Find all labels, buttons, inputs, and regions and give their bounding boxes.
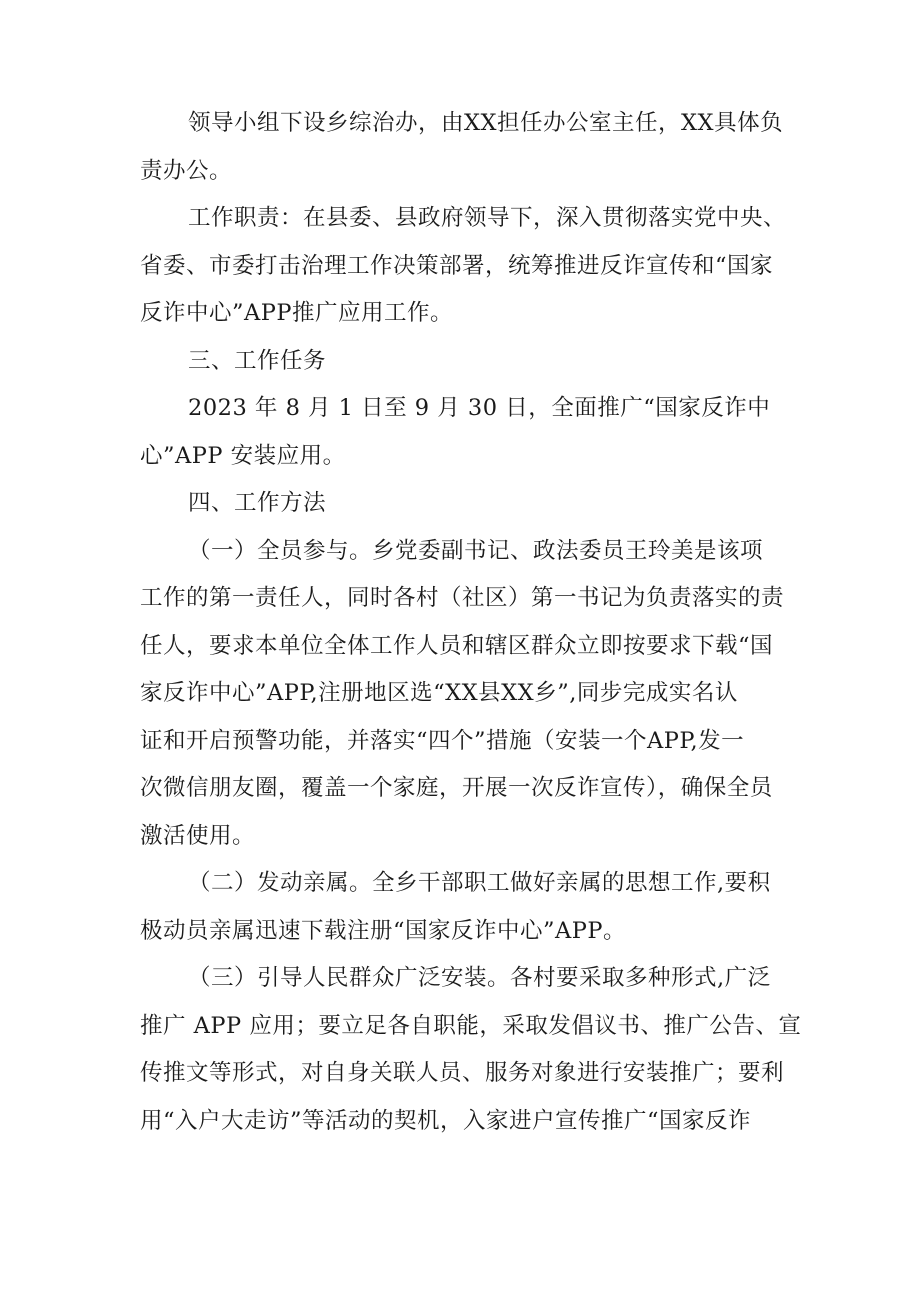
text-line: 工作职责：在县委、县政府领导下，深入贯彻落实党中央、 <box>188 205 787 231</box>
text-line: （二）发动亲属。全乡干部职工做好亲属的思想工作,要积 <box>188 870 771 896</box>
text-line: 反诈中心”APP推广应用工作。 <box>140 300 454 326</box>
section-heading-methods <box>140 480 790 528</box>
section-heading-tasks <box>140 338 790 386</box>
paragraph-leading-group <box>140 100 790 195</box>
section-heading: 四、工作方法 <box>188 490 327 516</box>
paragraph-method-1 <box>140 528 790 861</box>
text-line: 用“入户大走访”等活动的契机，入家进户宣传推广“国家反诈 <box>140 1107 752 1134</box>
text-line: 推广 APP 应用；要立足各自职能，采取发倡议书、推广公告、宣 <box>140 1012 802 1039</box>
text-line: 激活使用。 <box>140 822 256 849</box>
text-line: （三）引导人民群众广泛安装。各村要采取多种形式,广泛 <box>188 965 771 991</box>
text-line: 工作的第一责任人，同时各村（社区）第一书记为负责落实的责 <box>140 585 785 611</box>
text-line: 任人，要求本单位全体工作人员和辖区群众立即按要求下载“国 <box>140 632 774 659</box>
text-line: 证和开启预警功能，并落实“四个”措施（安装一个APP,发一 <box>140 727 745 754</box>
text-line: 领导小组下设乡综治办，由XX担任办公室主任，XX具体负 <box>188 110 784 136</box>
text-line: 省委、市委打击治理工作决策部署，统筹推进反诈宣传和“国家 <box>140 252 774 279</box>
text-line: 次微信朋友圈，覆盖一个家庭，开展一次反诈宣传），确保全员 <box>140 775 773 801</box>
paragraph-method-2 <box>140 860 790 955</box>
text-line: 极动员亲属迅速下载注册“国家反诈中心”APP。 <box>140 917 627 944</box>
text-line: 心”APP 安装应用。 <box>140 442 346 469</box>
text-line: （一）全员参与。乡党委副书记、政法委员王玲美是该项 <box>188 537 764 564</box>
text-line: 2023 年 8 月 1 日至 9 月 30 日，全面推广“国家反诈中 <box>188 395 771 421</box>
text-line: 传推文等形式，对自身关联人员、服务对象进行安装推广；要利 <box>140 1060 785 1086</box>
document-body <box>140 100 802 1145</box>
section-heading: 三、工作任务 <box>188 347 327 374</box>
text-line: 责办公。 <box>140 157 233 184</box>
text-line: 家反诈中心”APP,注册地区选“XX县XX乡”,同步完成实名认 <box>140 680 738 706</box>
paragraph-method-3 <box>140 955 802 1145</box>
paragraph-tasks <box>140 385 790 480</box>
paragraph-duties <box>140 195 790 338</box>
